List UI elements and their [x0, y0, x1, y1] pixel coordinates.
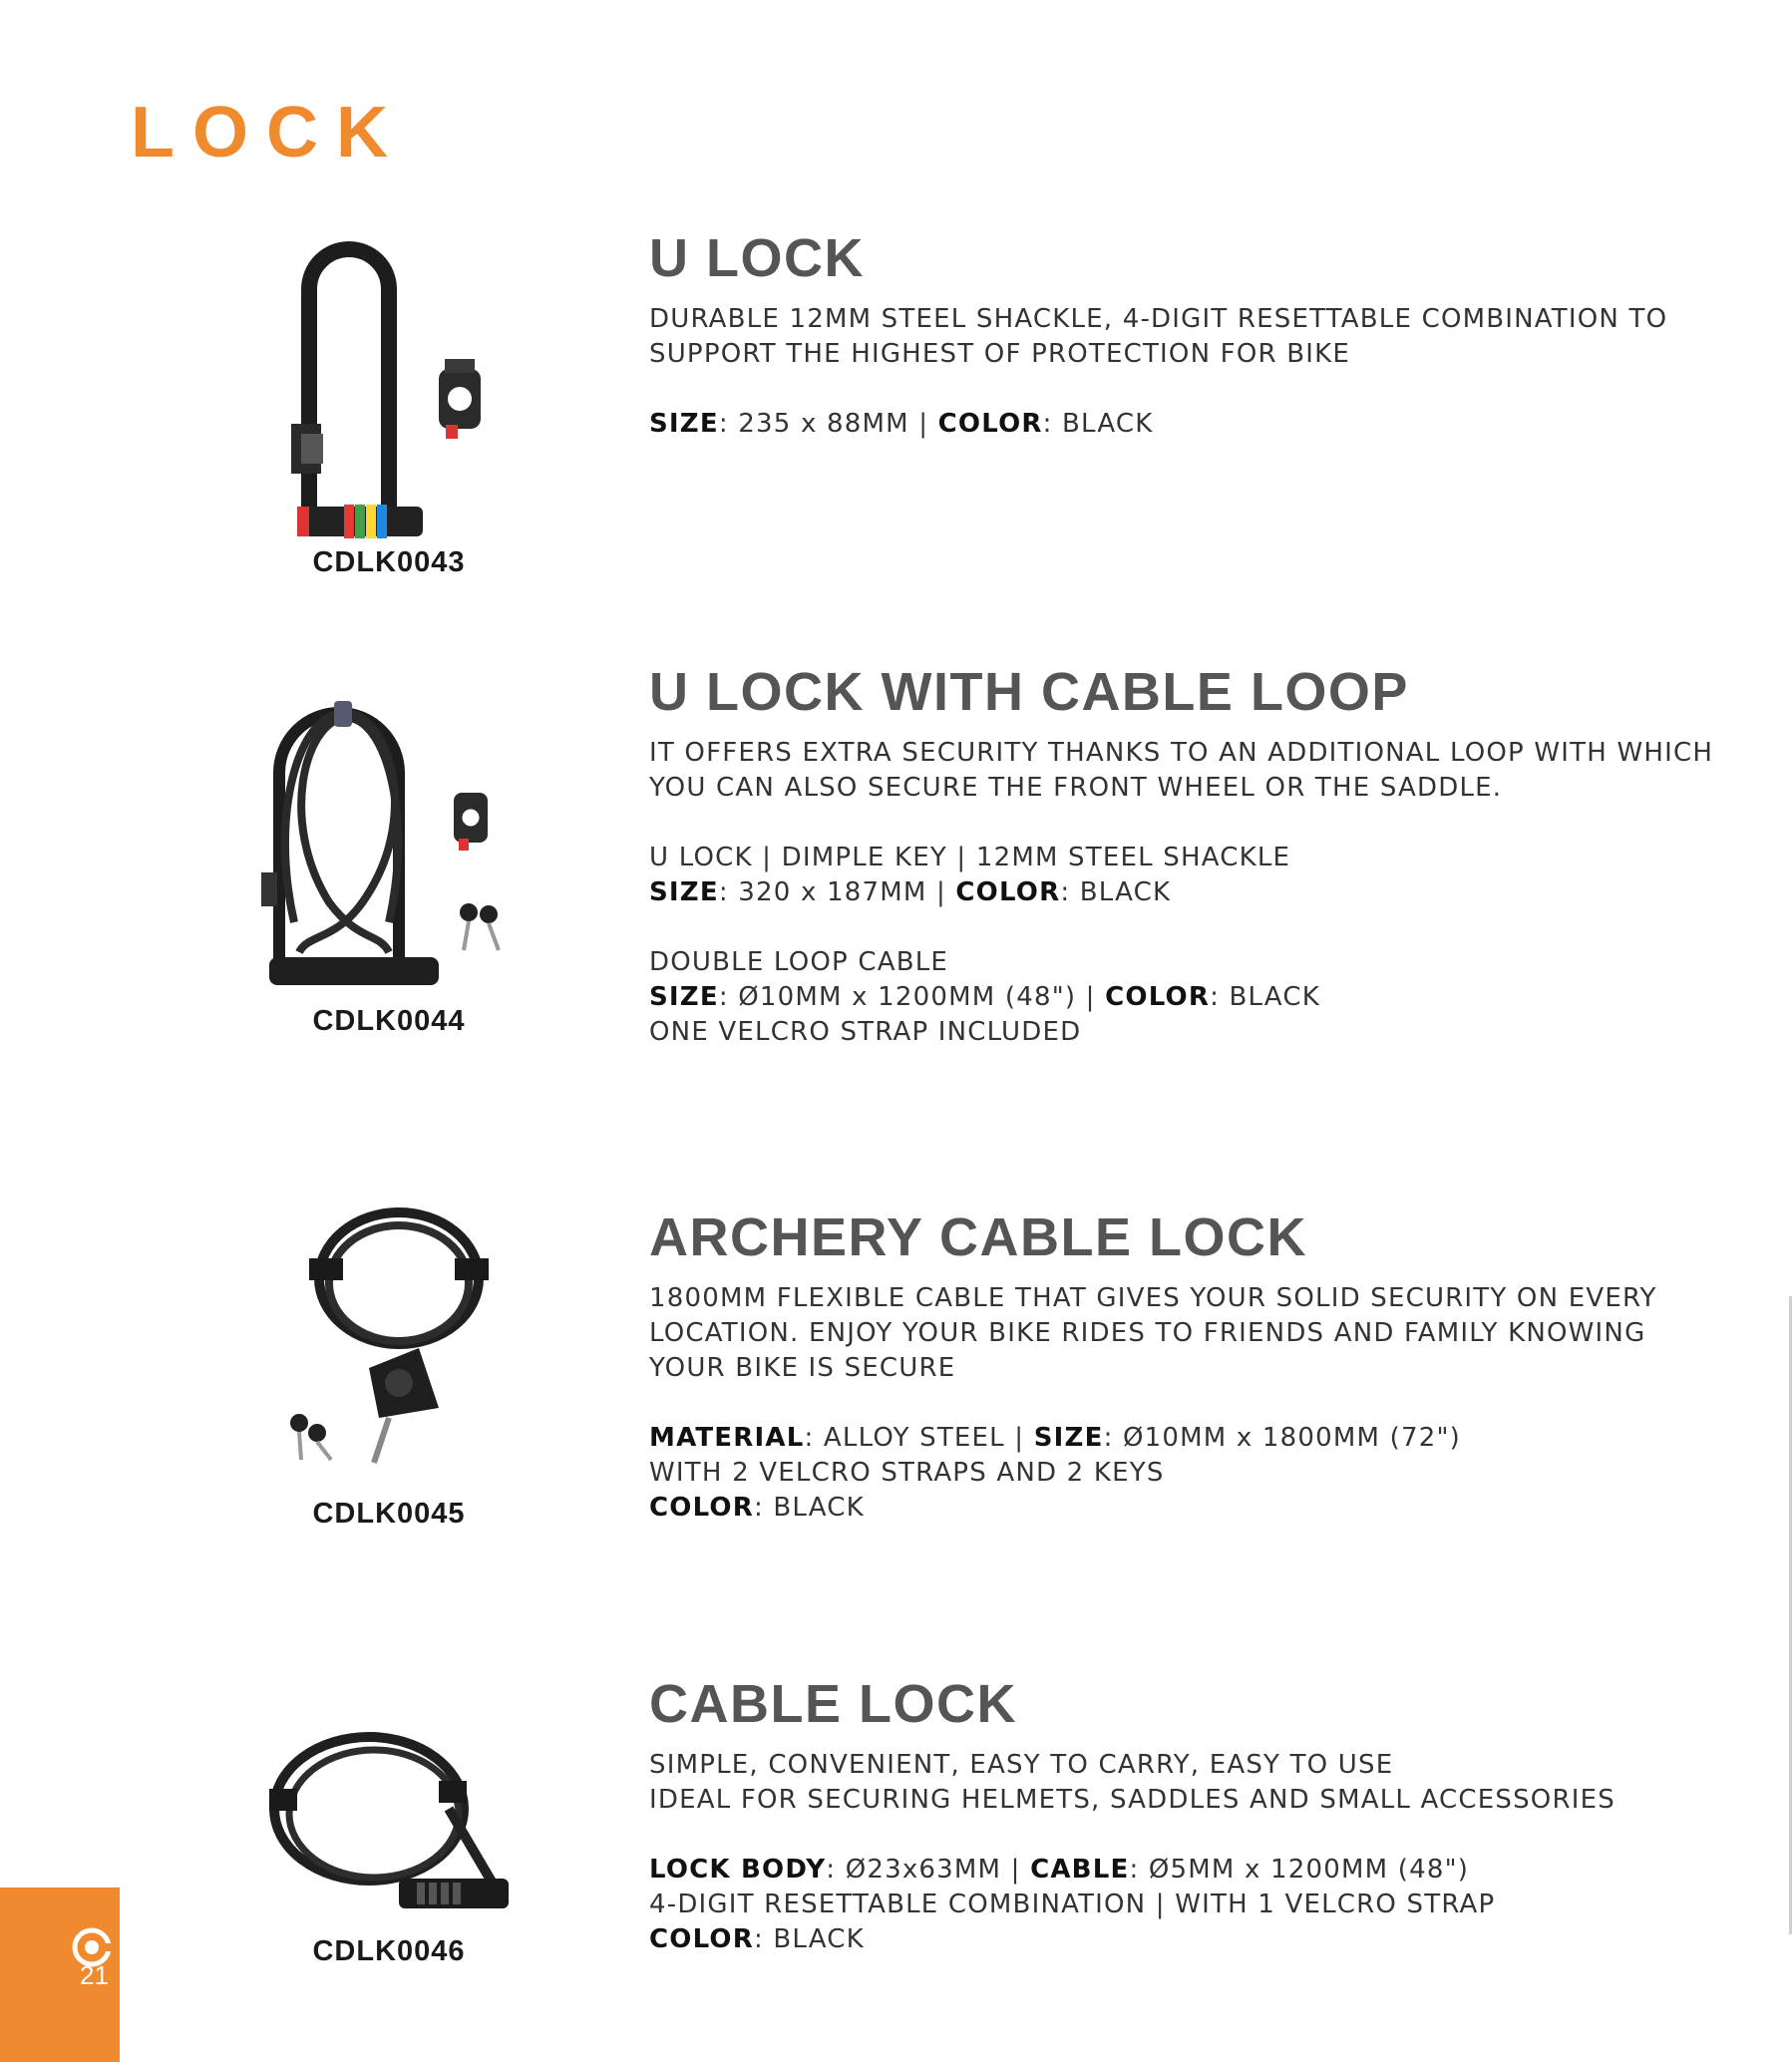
spec-line: COLOR: BLACK	[649, 1924, 865, 1955]
spec-line: DOUBLE LOOP CABLE	[649, 947, 949, 978]
description-line: YOU CAN ALSO SECURE THE FRONT WHEEL OR THE SADDLE.	[649, 773, 1503, 804]
page-number: 21	[80, 1960, 109, 1990]
product-info	[649, 229, 1726, 442]
product-name: U LOCK WITH CABLE LOOP	[649, 662, 1409, 722]
spec-line: MATERIAL: ALLOY STEEL | SIZE: Ø10MM x 1800MM (72")	[649, 1423, 1461, 1454]
description-line: LOCATION. ENJOY YOUR BIKE RIDES TO FRIENDS AND FAMILY KNOWING	[649, 1318, 1646, 1349]
cable-lock-image	[249, 1719, 548, 1938]
product-name: CABLE LOCK	[649, 1674, 1017, 1734]
spec-line: WITH 2 VELCRO STRAPS AND 2 KEYS	[649, 1458, 1165, 1489]
spec-line: SIZE: 235 x 88MM | COLOR: BLACK	[649, 409, 1154, 440]
page-title: LOCK	[131, 93, 406, 172]
product-info	[649, 1675, 1726, 1957]
spec-line: U LOCK | DIMPLE KEY | 12MM STEEL SHACKLE	[649, 843, 1291, 873]
archery-cable-illustration	[249, 1199, 548, 1498]
description-line: 1800MM FLEXIBLE CABLE THAT GIVES YOUR SOLID SECURITY ON EVERY	[649, 1283, 1657, 1314]
spec-line: COLOR: BLACK	[649, 1493, 865, 1524]
product-info	[649, 1208, 1726, 1526]
spec-line: SIZE: 320 x 187MM | COLOR: BLACK	[649, 877, 1172, 908]
u-lock-cable-illustration	[249, 693, 548, 1022]
spec-line: LOCK BODY: Ø23x63MM | CABLE: Ø5MM x 1200MM (48")	[649, 1855, 1470, 1886]
u-lock-cable-image	[249, 693, 548, 1022]
product-code: CDLK0044	[312, 1005, 466, 1037]
product-code: CDLK0046	[312, 1935, 466, 1967]
spec-line: SIZE: Ø10MM x 1200MM (48") | COLOR: BLACK	[649, 982, 1320, 1013]
archery-cable-image	[249, 1199, 548, 1498]
u-lock-illustration	[249, 229, 548, 548]
product-name: ARCHERY CABLE LOCK	[649, 1207, 1308, 1267]
description-line: IT OFFERS EXTRA SECURITY THANKS TO AN ADDITIONAL LOOP WITH WHICH	[649, 738, 1714, 769]
description-line: DURABLE 12MM STEEL SHACKLE, 4-DIGIT RESETTABLE COMBINATION TO	[649, 304, 1668, 335]
u-lock-image	[249, 229, 548, 548]
description-line: SIMPLE, CONVENIENT, EASY TO CARRY, EASY TO USE	[649, 1750, 1394, 1781]
product-info	[649, 663, 1726, 1050]
description-line: YOUR BIKE IS SECURE	[649, 1353, 956, 1384]
spec-line: ONE VELCRO STRAP INCLUDED	[649, 1017, 1082, 1048]
spec-line: 4-DIGIT RESETTABLE COMBINATION | WITH 1 VELCRO STRAP	[649, 1890, 1496, 1920]
cable-lock-illustration	[249, 1719, 548, 1938]
product-name: U LOCK	[649, 228, 865, 288]
product-code: CDLK0045	[312, 1498, 466, 1530]
description-line: SUPPORT THE HIGHEST OF PROTECTION FOR BIKE	[649, 339, 1351, 370]
description-line: IDEAL FOR SECURING HELMETS, SADDLES AND SMALL ACCESSORIES	[649, 1785, 1615, 1816]
product-code: CDLK0043	[312, 546, 466, 578]
